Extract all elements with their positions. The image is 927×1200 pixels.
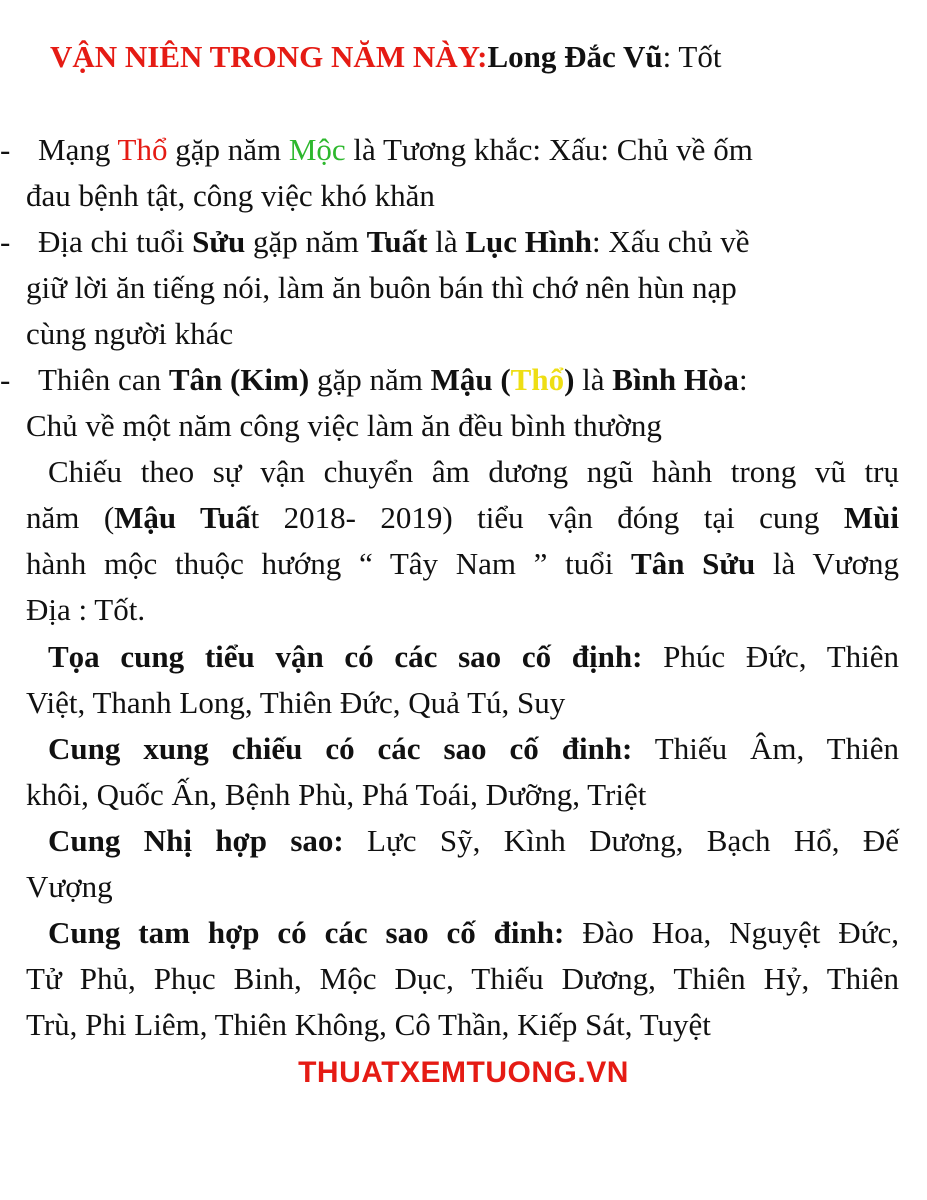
website-watermark: THUATXEMTUONG.VN [298, 1056, 629, 1089]
para-5-line-1: Cung tam hợp có các sao cố đinh: Đào Hoa, Nguyệt Đức, [48, 915, 899, 950]
para-1-line-1: Chiếu theo sự vận chuyển âm dương ngũ hành trong vũ trụ [48, 454, 899, 489]
bullet-2-line-3: cùng người khác [26, 316, 234, 351]
title-prefix: VẬN NIÊN TRONG NĂM NÀY: [50, 39, 488, 74]
para-5-line-2: Tử Phủ, Phục Binh, Mộc Dục, Thiếu Dương, Thiên Hỷ, Thiên [26, 961, 899, 996]
para-1-line-2: năm (Mậu Tuất 2018- 2019) tiểu vận đóng tại cung Mùi [26, 500, 899, 535]
para-3-line-1: Cung xung chiếu có các sao cố đinh: Thiếu Âm, Thiên [48, 731, 899, 766]
title-highlight: Long Đắc Vũ [487, 39, 663, 74]
bullet-2-line-1: Địa chi tuổi Sửu gặp năm Tuất là Lục Hình: Xấu chủ về [38, 224, 750, 259]
bullet-marker-1: - [0, 132, 11, 167]
bullet-2-line-2: giữ lời ăn tiếng nói, làm ăn buôn bán thì chớ nên hùn nạp [26, 270, 737, 305]
page-title [50, 34, 721, 80]
para-2-line-2: Việt, Thanh Long, Thiên Đức, Quả Tú, Suy [26, 685, 566, 720]
year-element: Mộc [288, 132, 346, 167]
bullet-1-line-1: Mạng Thổ gặp năm Mộc là Tương khắc: Xấu: Chủ về ốm [38, 132, 753, 167]
para-1-line-3: hành mộc thuộc hướng “ Tây Nam ” tuổi Tân Sửu là Vương [26, 546, 899, 581]
para-2-label: Tọa cung tiểu vận có các sao cố định: [48, 639, 643, 674]
bullet-3-line-1: Thiên can Tân (Kim) gặp năm Mậu (Thổ) là Bình Hòa: [38, 362, 748, 397]
para-5-label: Cung tam hợp có các sao cố đinh: [48, 915, 565, 950]
para-2-line-1: Tọa cung tiểu vận có các sao cố định: Phúc Đức, Thiên [48, 639, 899, 674]
bullet-1-line-2: đau bệnh tật, công việc khó khăn [26, 178, 435, 213]
para-1-line-4: Địa : Tốt. [26, 592, 146, 627]
para-3-line-2: khôi, Quốc Ấn, Bệnh Phù, Phá Toái, Dưỡng, Triệt [26, 777, 647, 812]
menh-element: Thổ [117, 132, 168, 167]
para-4-label: Cung Nhị hợp sao: [48, 823, 344, 858]
para-3-label: Cung xung chiếu có các sao cố đinh: [48, 731, 633, 766]
title-suffix: : Tốt [662, 39, 722, 74]
bullet-3-line-2: Chủ về một năm công việc làm ăn đều bình thường [26, 408, 662, 443]
bullet-marker-3: - [0, 362, 11, 397]
para-4-line-1: Cung Nhị hợp sao: Lực Sỹ, Kình Dương, Bạch Hổ, Đế [48, 823, 899, 858]
para-4-line-2: Vượng [26, 869, 113, 904]
bullet-marker-2: - [0, 224, 11, 259]
year-can-element: Thổ [510, 362, 565, 397]
para-5-line-3: Trù, Phi Liêm, Thiên Không, Cô Thần, Kiếp Sát, Tuyệt [26, 1007, 711, 1042]
